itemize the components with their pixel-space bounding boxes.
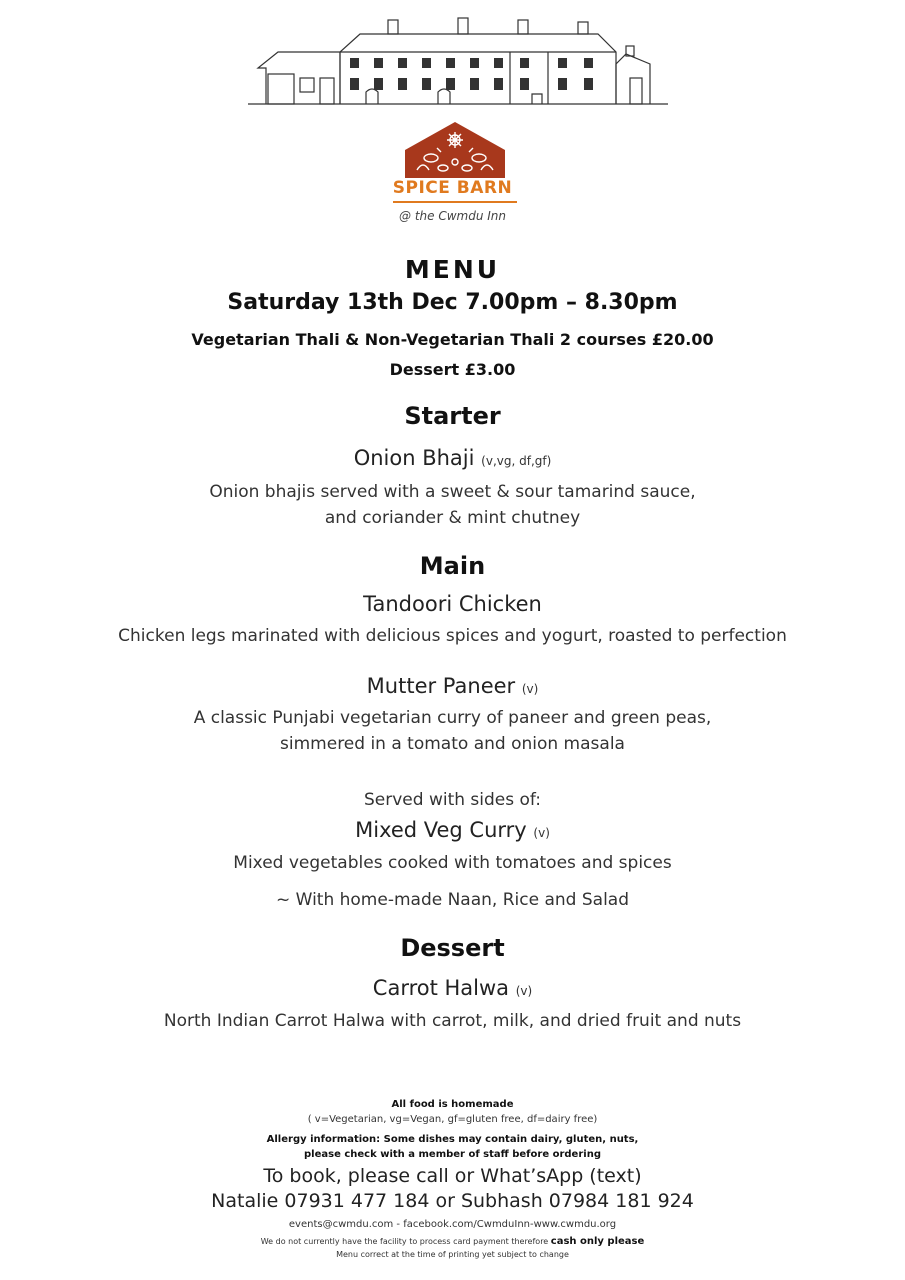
diet-label: (v,vg, df,gf) [481,454,552,468]
brand-underline [393,201,517,203]
item-name-mixed-veg-curry: Mixed Veg Curry [355,818,527,842]
diet-label: (v) [521,682,539,696]
inn-building-illustration [248,12,668,108]
dessert-heading: Dessert [400,934,505,962]
item-desc: Onion bhajis served with a sweet & sour tamarind sauce, [209,482,696,502]
diet-label: (v) [533,826,550,840]
item-desc: North Indian Carrot Halwa with carrot, milk, and dried fruit and nuts [163,1011,742,1031]
item-desc: simmered in a tomato and onion masala [280,734,625,754]
menu-title: MENU [404,255,501,284]
menu-item-name [0,674,905,698]
contact-line: events@cwmdu.com - facebook.com/CwmduInn-www.cwmdu.org [288,1219,617,1230]
item-name-mutter-paneer: Mutter Paneer [366,674,516,698]
menu-item-name [0,592,905,616]
accompaniments: ~ With home-made Naan, Rice and Salad [275,890,629,910]
sides-intro: Served with sides of: [363,790,542,810]
item-name-onion-bhaji: Onion Bhaji [353,446,475,470]
allergy-info: Allergy information: Some dishes may contain dairy, gluten, nuts, [266,1134,639,1145]
payment-note-text: We do not currently have the facility to process card payment therefore [260,1237,551,1246]
payment-note-cash: cash only please [550,1236,645,1247]
item-desc: Chicken legs marinated with delicious spices and yogurt, roasted to perfection [118,626,787,646]
menu-item-name [0,446,905,470]
payment-note [0,1236,905,1247]
brand-tagline: @ the Cwmdu Inn [399,209,506,223]
main-heading: Main [419,552,486,580]
item-desc: A classic Punjabi vegetarian curry of paneer and green peas, [193,708,712,728]
menu-item-name [0,976,905,1000]
homemade-note: All food is homemade [391,1099,514,1110]
diet-key: ( v=Vegetarian, vg=Vegan, gf=gluten free, df=dairy free) [307,1114,598,1125]
item-desc: and coriander & mint chutney [324,508,581,528]
brand-name: SPICE BARN [392,178,513,198]
diet-label: (v) [515,984,533,998]
item-name-carrot-halwa: Carrot Halwa [372,976,510,1000]
booking-phones: Natalie 07931 477 184 or Subhash 07984 181 924 [211,1190,694,1212]
booking-line: To book, please call or What’sApp (text) [263,1165,642,1187]
item-name-tandoori-chicken: Tandoori Chicken [363,592,542,616]
allergy-info: please check with a member of staff before ordering [304,1149,601,1160]
event-date-time: Saturday 13th Dec 7.00pm – 8.30pm [227,290,678,315]
thali-price: Vegetarian Thali & Non-Vegetarian Thali 2 courses £20.00 [191,330,714,349]
starter-heading: Starter [404,402,501,430]
dessert-price: Dessert £3.00 [389,360,516,379]
item-desc: Mixed vegetables cooked with tomatoes and spices [233,853,672,873]
menu-item-name [0,818,905,842]
printing-disclaimer: Menu correct at the time of printing yet subject to change [336,1250,569,1259]
